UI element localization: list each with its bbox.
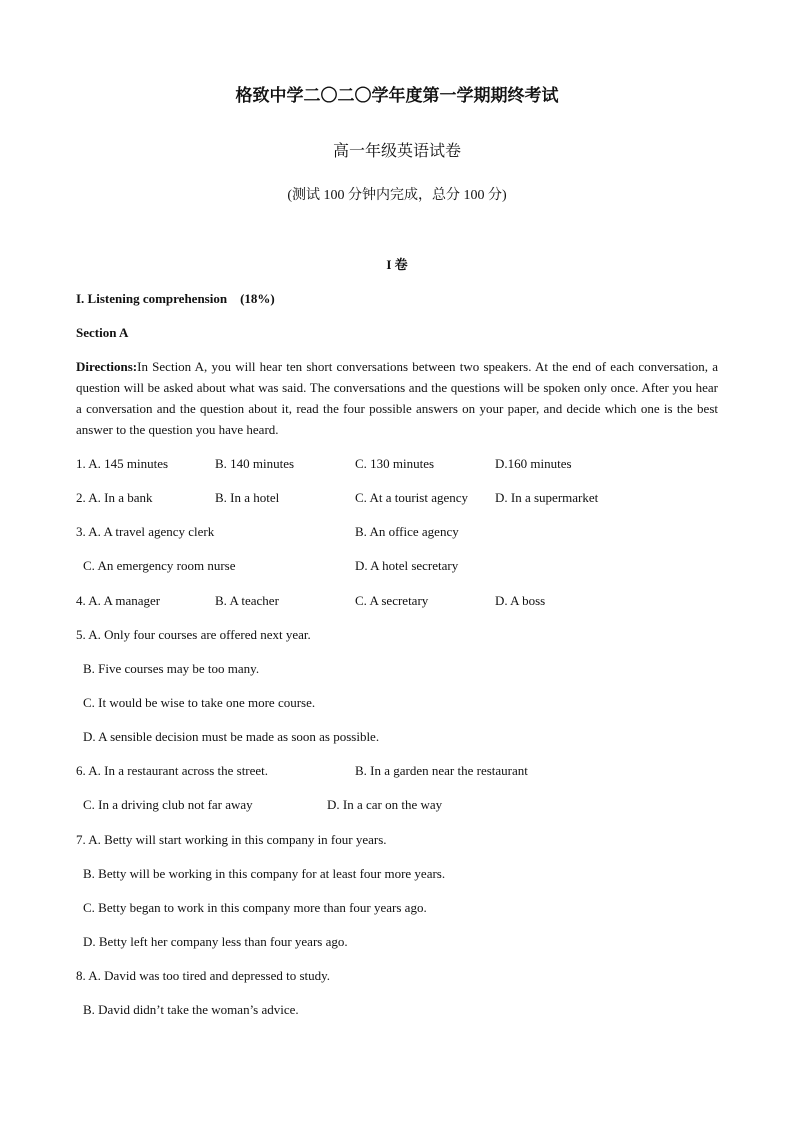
q7-option-b: B. Betty will be working in this company for at least four more years. [83, 866, 446, 881]
q4-option-d: D. A boss [495, 593, 546, 608]
q8-option-a: 8. A. David was too tired and depressed to study. [76, 968, 331, 983]
exam-title: 格致中学二〇二〇学年度第一学期期终考试 [235, 86, 559, 105]
q1-option-c: C. 130 minutes [355, 456, 435, 471]
volume-heading: I 卷 [386, 257, 408, 272]
exam-subtitle: 高一年级英语试卷 [332, 143, 461, 160]
q1-option-b: B. 140 minutes [215, 456, 295, 471]
q2-option-b: B. In a hotel [215, 490, 280, 505]
q1-option-d: D.160 minutes [495, 456, 572, 471]
q6-option-d: D. In a car on the way [327, 797, 443, 812]
q3-option-d: D. A hotel secretary [355, 558, 459, 573]
q1-option-a: 1. A. 145 minutes [76, 456, 169, 471]
exam-note: (测试 100 分钟内完成，总分 100 分) [287, 188, 507, 203]
q5-option-c: C. It would be wise to take one more course. [83, 695, 316, 710]
q3-option-c: C. An emergency room nurse [83, 558, 236, 573]
q5-option-a: 5. A. Only four courses are offered next year. [76, 627, 311, 642]
q5-option-b: B. Five courses may be too many. [83, 661, 260, 676]
q2-option-a: 2. A. In a bank [76, 490, 153, 505]
q5-option-d: D. A sensible decision must be made as soon as possible. [83, 729, 380, 744]
q6-option-c: C. In a driving club not far away [83, 797, 253, 812]
q3-option-b: B. An office agency [355, 524, 459, 539]
q6-option-b: B. In a garden near the restaurant [355, 763, 528, 778]
part-heading: I. Listening comprehension (18%) [76, 291, 275, 306]
directions-paragraph [76, 356, 718, 440]
section-heading: Section A [76, 325, 129, 340]
q8-option-b: B. David didn’t take the woman’s advice. [83, 1002, 299, 1017]
q3-option-a: 3. A. A travel agency clerk [76, 524, 215, 539]
q2-option-d: D. In a supermarket [495, 490, 599, 505]
q4-option-c: C. A secretary [355, 593, 429, 608]
q6-option-a: 6. A. In a restaurant across the street. [76, 763, 269, 778]
q4-option-b: B. A teacher [215, 593, 279, 608]
q2-option-c: C. At a tourist agency [355, 490, 469, 505]
directions-text: In Section A, you will hear ten short conversations between two speakers. At the end of each conversation, a question will be asked about what was said. The conversations and the questions will be spoken only once. After you hear a conversation and the question about it, read the four possible answers on your paper, and decide which one is the best answer to the question you have heard. [76, 359, 718, 437]
directions-label: Directions: [76, 359, 138, 374]
q7-option-a: 7. A. Betty will start working in this company in four years. [76, 832, 387, 847]
q7-option-d: D. Betty left her company less than four years ago. [83, 934, 348, 949]
q4-option-a: 4. A. A manager [76, 593, 161, 608]
q7-option-c: C. Betty began to work in this company more than four years ago. [83, 900, 427, 915]
